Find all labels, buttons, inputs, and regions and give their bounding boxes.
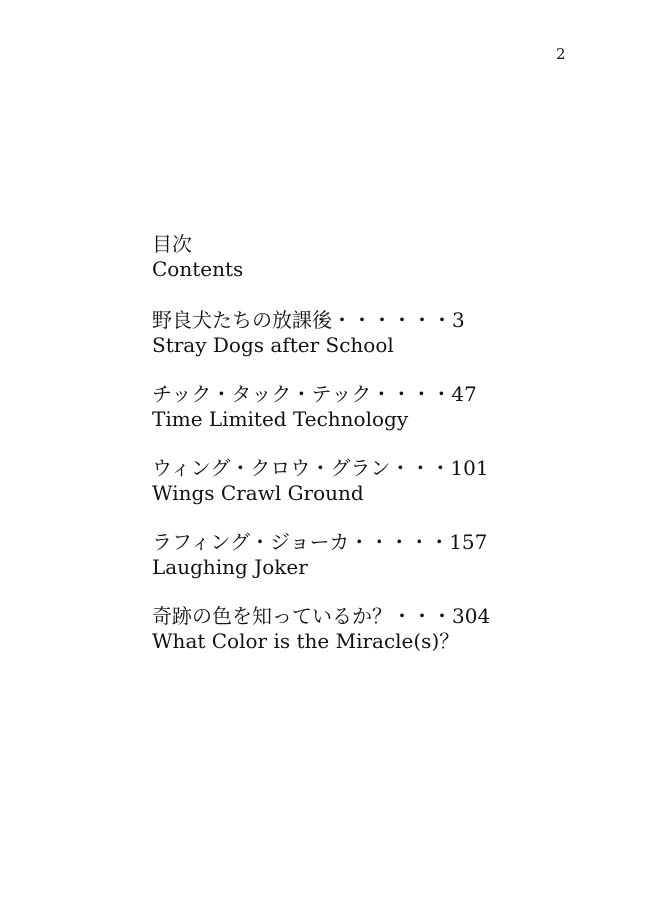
toc-entry-english: Wings Crawl Ground bbox=[152, 481, 364, 505]
toc-entry-japanese: ラフィング・ジョーカ・・・・・157 bbox=[152, 530, 488, 554]
toc-entry-english: Stray Dogs after School bbox=[152, 333, 394, 357]
toc-entry-english: What Color is the Miracle(s)？ bbox=[152, 629, 460, 653]
toc-heading bbox=[152, 232, 592, 282]
toc-entry bbox=[152, 382, 592, 432]
toc-entry bbox=[152, 530, 592, 580]
toc-entry-english: Laughing Joker bbox=[152, 555, 308, 579]
page-number: 2 bbox=[556, 45, 566, 63]
toc-entry bbox=[152, 308, 592, 358]
toc-entry-japanese: ウィング・クロウ・グラン・・・101 bbox=[152, 456, 489, 480]
toc-entry-japanese: チック・タック・テック・・・・47 bbox=[152, 382, 477, 406]
table-of-contents bbox=[152, 232, 592, 678]
toc-entry-japanese: 野良犬たちの放課後・・・・・・3 bbox=[152, 308, 465, 332]
toc-entry-english: Time Limited Technology bbox=[152, 407, 409, 431]
toc-entry bbox=[152, 604, 592, 654]
toc-entry-japanese: 奇跡の色を知っているか？・・・304 bbox=[152, 604, 491, 628]
toc-entry bbox=[152, 456, 592, 506]
toc-heading-japanese: 目次 bbox=[152, 232, 192, 256]
toc-heading-english: Contents bbox=[152, 257, 244, 281]
